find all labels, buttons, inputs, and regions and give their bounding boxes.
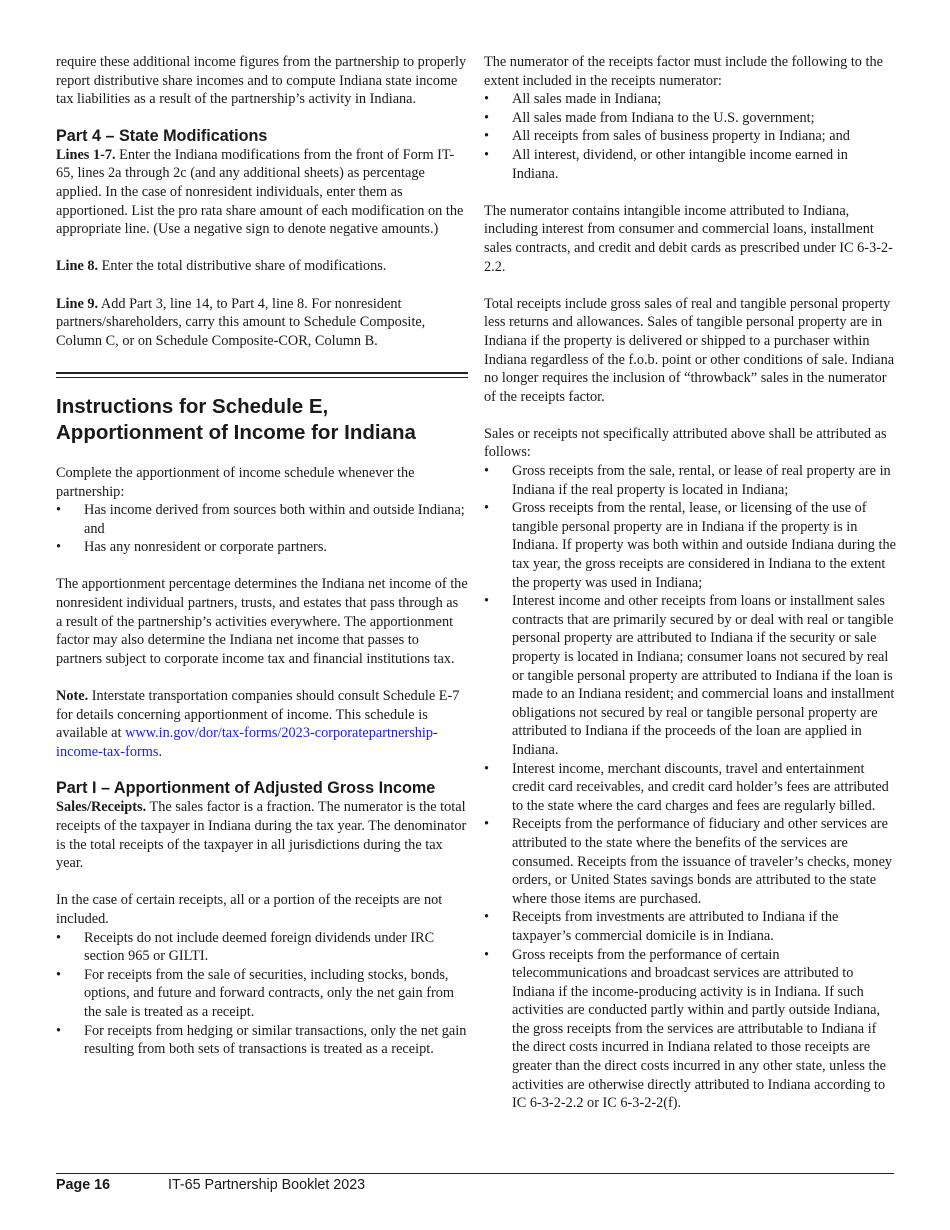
list-item: • For receipts from the sale of securities, including stocks, bonds, options, and future and forward contracts, only the net gain from the sale is treated as a receipt. [56,966,455,1020]
bullet-icon: • [484,500,490,517]
footer-rule [56,1173,894,1174]
numerator-list [484,90,896,183]
list-item: • Interest income and other receipts from loans or installment sales contracts that are primarily secured by or deal with real or tangible personal property are attributed to Indiana if the security or sale property is located in Indiana; consumer loans not secured by real or tangible personal property are attributed to Indiana if the loan is made to an Indiana resident; and commercial loans and installment obligations not secured by real or tangible personal property are attributed to Indiana if the proceeds of the loan are applied in Indiana. [484,593,895,758]
bullet-icon: • [484,816,490,833]
attributed-intro: Sales or receipts not specifically attributed above shall be attributed as follows: [484,425,887,461]
sales-receipts-paragraph: Sales/Receipts. The sales factor is a fraction. The numerator is the total receipts of the taxpayer in Indiana during the tax year. The denominator is the total receipts of the taxpayer in all jurisdictions during the tax year. [56,799,467,872]
list-item: • Receipts do not include deemed foreign dividends under IRC section 965 or GILTI. [56,929,435,965]
bullet-icon: • [484,909,490,926]
section-divider [56,372,468,378]
line-9-text: Add Part 3, line 14, to Part 4, line 8. For nonresident partners/shareholders, carry this amount to Schedule Composite, Column C, or on Schedule Composite-COR, Column B. [56,295,426,349]
line-8-text: Enter the total distributive share of modifications. [98,258,387,275]
line-8-paragraph [56,257,468,276]
list-item: • Has income derived from sources both within and outside Indiana; and [56,502,465,537]
bullet-icon: • [484,760,490,777]
complete-bullet-list [56,501,468,557]
right-column [484,53,896,1113]
bullet-icon: • [56,502,62,519]
intro-paragraph: require these additional income figures from the partnership to properly report distributive share incomes and to compute Indiana state income tax liabilities as a result of the partnership’s activity in Indiana. [56,54,467,108]
apportionment-paragraph: The apportionment percentage determines the Indiana net income of the nonresident individual partners, trusts, and estates that pass through as a result of the partnership’s activities everywhere. The apportionment factor may also determine the Indiana net income that passes to partners subject to corporate income tax and financial institutions tax. [56,576,468,667]
list-item: • Gross receipts from the sale, rental, or lease of real property are in Indiana if the real property is located in Indiana; [484,463,891,498]
list-item: • Receipts from the performance of fiduciary and other services are attributed to the state where the benefits of the services are consumed. Receipts from the issuance of traveler’s checks, money orders, or United States savings bonds are attributed to the state where those items are purchased. [484,816,893,907]
list-item: • Gross receipts from the rental, lease, or licensing of the use of tangible personal property are in Indiana if the property is in Indiana. If property was both within and outside Indiana during the tax year, the gross receipts are considered in Indiana to the extent the property was used in Indiana; [484,500,896,591]
bullet-icon: • [484,946,490,963]
bullet-icon: • [56,539,62,556]
bullet-icon: • [56,1022,62,1039]
total-receipts-paragraph: Total receipts include gross sales of real and tangible personal property less returns and allowances. Sales of tangible personal property are in Indiana if the property is delivered or shipped to a purchaser within Indiana regardless of the f.o.b. point or other conditions of sale. Indiana no longer requires the inclusion of “throwback” sales in the numerator of the receipts factor. [484,295,895,405]
bullet-icon: • [484,463,490,480]
list-item: • Interest income, merchant discounts, travel and entertainment credit card receivables, and credit card holder’s fees are attributed to the state where the card charges and fees are regularly billed. [484,760,889,814]
certain-receipts-intro: In the case of certain receipts, all or a portion of the receipts are not included. [56,892,443,927]
numerator-intro: The numerator of the receipts factor must include the following to the extent included in the receipts numerator: [484,54,883,89]
list-item: • All sales made from Indiana to the U.S. government; [484,109,815,126]
line-8-label: Line 8. [56,258,99,275]
part4-heading: Part 4 – State Modifications [56,126,268,145]
line-9-label: Line 9. [56,295,99,312]
list-item: • For receipts from hedging or similar transactions, only the net gain resulting from both sets of transactions is treated as a receipt. [56,1022,467,1058]
list-item: • All interest, dividend, or other intangible income earned in Indiana. [484,146,848,182]
complete-intro: Complete the apportionment of income schedule whenever the partnership: [56,464,415,500]
lines-1-7-paragraph [56,146,468,239]
left-column [56,53,468,1059]
sales-receipts-label: Sales/Receipts. [56,799,147,816]
bullet-icon: • [484,91,490,108]
part1-heading: Part I – Apportionment of Adjusted Gross Income [56,779,436,798]
bullet-icon: • [484,146,490,163]
bullet-icon: • [484,128,490,145]
note-paragraph: Note. Interstate transportation companies should consult Schedule E-7 for details concerning apportionment of income. This schedule is available at www.in.gov/dor/tax-forms/2023-corporatepartnership-income-tax-forms. [56,688,460,760]
list-item: • Gross receipts from the performance of certain telecommunications and broadcast services are attributed to Indiana if the income-producing activity is in Indiana. If such activities are conducted partly within and partly outside Indiana, the gross receipts from the services are attributable to Indiana if the direct costs incurred in Indiana related to those receipts are greater than the direct costs incurred in any other state, unless the activities are otherwise directly attributed to Indiana according to IC 6-3-2-2.2 or IC 6-3-2-2(f). [484,946,886,1112]
bullet-icon: • [484,109,490,126]
schedule-e-heading: Instructions for Schedule E, Apportionment of Income for Indiana [56,395,416,444]
lines-1-7-text: Enter the Indiana modifications from the front of Form IT-65, lines 2a through 2c (and any additional sheets) as percentage applied. In the case of nonresident individuals, enter them as apportioned. List the pro rata share amount of each modification on the appropriate line. (Use a negative sign to denote negative amounts.) [56,146,464,238]
lines-1-7-label: Lines 1-7. [56,146,116,163]
list-item: • Receipts from investments are attributed to Indiana if the taxpayer’s commercial domicile is in Indiana. [484,909,839,944]
list-item: • All sales made in Indiana; [484,91,662,108]
bullet-icon: • [484,593,490,610]
certain-receipts-list [56,929,468,1059]
bullet-icon: • [56,966,62,983]
tax-forms-link[interactable]: www.in.gov/dor/tax-forms/2023-corporatepartnership-income-tax-forms [56,725,438,760]
list-item: • All receipts from sales of business property in Indiana; and [484,128,850,145]
attributed-list [484,462,896,1113]
booklet-title: IT-65 Partnership Booklet 2023 [168,1177,366,1193]
intangible-paragraph: The numerator contains intangible income attributed to Indiana, including interest from consumer and commercial loans, installment sales contracts, and credit and debit cards as prescribed under IC 6-3-2-2.2. [484,202,893,275]
list-item: • Has any nonresident or corporate partners. [56,539,327,556]
line-9-paragraph [56,295,468,351]
page-number: Page 16 [56,1177,111,1193]
bullet-icon: • [56,929,62,946]
note-label: Note. [56,688,89,705]
